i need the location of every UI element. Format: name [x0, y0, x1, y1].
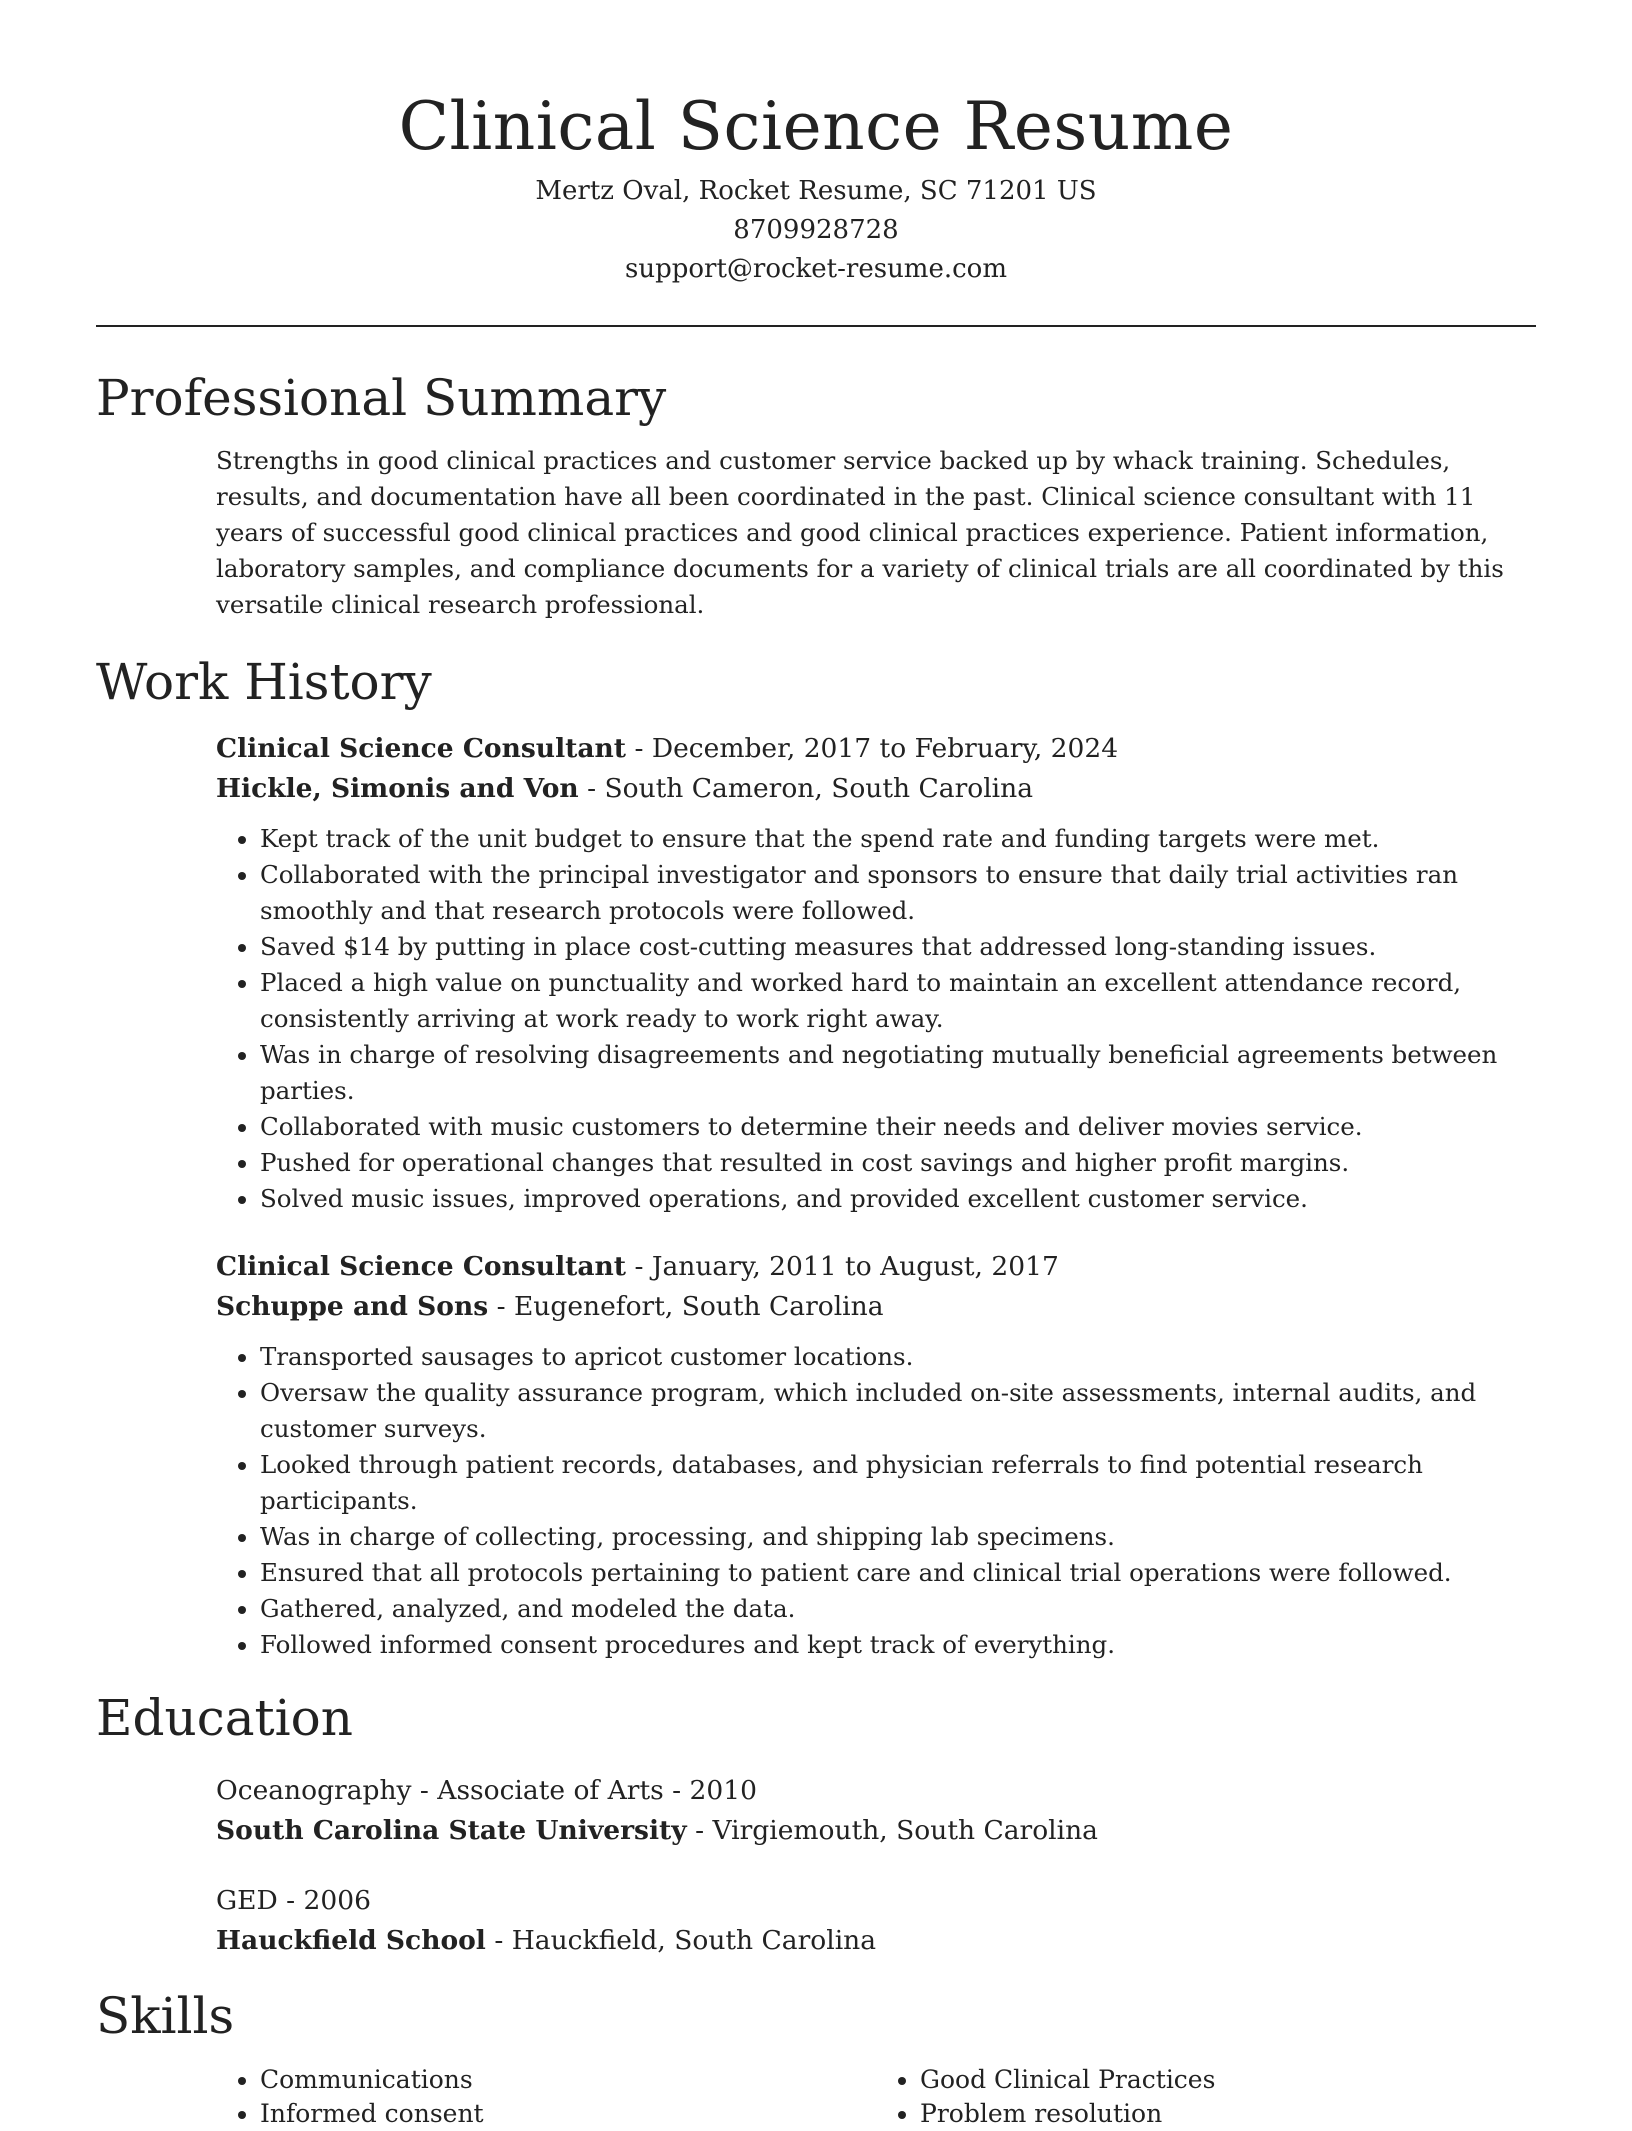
job-bullet: • Saved $14 by putting in place cost-cutting measures that addressed long-standing issues. — [260, 929, 1536, 965]
contact-phone: 8709928728 — [733, 215, 899, 245]
summary-section — [216, 443, 1536, 623]
job-company-line — [216, 769, 1536, 809]
job-bullet: • Ensured that all protocols pertaining to patient care and clinical trial operations were followed. — [260, 1555, 1536, 1591]
job-bullet: • Followed informed consent procedures and kept track of everything. — [260, 1627, 1536, 1663]
education-degree: GED - 2006 — [216, 1885, 372, 1916]
job-company: Schuppe and Sons — [216, 1291, 489, 1322]
job-title: Clinical Science Consultant — [216, 1251, 627, 1282]
job-bullet: • Collaborated with music customers to determine their needs and deliver movies service. — [260, 1109, 1536, 1145]
job-entry — [216, 1247, 1536, 1663]
job-bullet: • Was in charge of resolving disagreements and negotiating mutually beneficial agreements between parties. — [260, 1037, 1536, 1109]
job-company: Hickle, Simonis and Von — [216, 773, 579, 804]
job-bullet: • Pushed for operational changes that resulted in cost savings and higher profit margins. — [260, 1145, 1536, 1181]
work-history-heading: Work History — [96, 653, 432, 711]
education-school-line — [216, 1921, 1536, 1961]
job-title-line — [216, 729, 1536, 769]
job-bullet: • Collaborated with the principal investigator and sponsors to ensure that daily trial activities ran smoothly and that research protocols were followed. — [260, 857, 1536, 929]
job-bullet: • Kept track of the unit budget to ensure that the spend rate and funding targets were met. — [260, 821, 1536, 857]
skills-heading: Skills — [96, 1987, 235, 2045]
skills-column-right — [876, 2063, 1536, 2131]
job-bullet: • Solved music issues, improved operations, and provided excellent customer service. — [260, 1181, 1536, 1217]
education-school: Hauckfield School — [216, 1925, 486, 1956]
job-bullet-list — [216, 821, 1536, 1217]
job-title-line — [216, 1247, 1536, 1287]
education-location: - Virgiemouth, South Carolina — [686, 1815, 1098, 1846]
contact-email: support@rocket-resume.com — [624, 254, 1007, 284]
skills-grid — [216, 2063, 1536, 2131]
job-bullet: • Transported sausages to apricot customer locations. — [260, 1339, 1536, 1375]
skills-section — [216, 2063, 1536, 2131]
skill-item: • Problem resolution — [920, 2097, 1536, 2131]
summary-heading: Professional Summary — [96, 369, 667, 427]
job-bullet: • Placed a high value on punctuality and worked hard to maintain an excellent attendance record, consistently arriving at work ready to work right away. — [260, 965, 1536, 1037]
job-dates: - December, 2017 to February, 2024 — [626, 733, 1119, 764]
contact-address: Mertz Oval, Rocket Resume, SC 71201 US — [535, 176, 1097, 206]
job-company-line — [216, 1287, 1536, 1327]
job-location: - South Cameron, South Carolina — [578, 773, 1034, 804]
job-title: Clinical Science Consultant — [216, 733, 627, 764]
job-bullet: • Gathered, analyzed, and modeled the data. — [260, 1591, 1536, 1627]
skill-item: • Informed consent — [260, 2097, 876, 2131]
job-bullet-list — [216, 1339, 1536, 1663]
job-bullet: • Oversaw the quality assurance program, which included on-site assessments, internal audits, and customer surveys. — [260, 1375, 1536, 1447]
job-dates: - January, 2011 to August, 2017 — [626, 1251, 1059, 1282]
skill-item: • Good Clinical Practices — [920, 2063, 1536, 2097]
job-bullet: • Was in charge of collecting, processing, and shipping lab specimens. — [260, 1519, 1536, 1555]
skills-column-left — [216, 2063, 876, 2131]
resume-title: Clinical Science Resume — [398, 88, 1234, 165]
education-entry — [216, 1881, 1536, 1961]
summary-text: Strengths in good clinical practices and customer service backed up by whack training. Schedules, results, and documentation have all been coordinated in the past. Clinical science consultant with 11 years of successful good clinical practices and good clinical practices experience. Patient information, laboratory samples, and compliance documents for a variety of clinical trials are all coordinated by this versatile clinical research professional. — [216, 446, 1504, 619]
job-bullet: • Looked through patient records, databases, and physician referrals to find potential research participants. — [260, 1447, 1536, 1519]
education-entry — [216, 1771, 1536, 1851]
skill-item: • Communications — [260, 2063, 876, 2097]
work-history-section — [216, 729, 1536, 1663]
job-entry — [216, 729, 1536, 1217]
education-section — [216, 1771, 1536, 1961]
education-location: - Hauckfield, South Carolina — [485, 1925, 877, 1956]
contact-block — [96, 172, 1536, 289]
header-divider — [96, 325, 1536, 327]
education-heading: Education — [96, 1689, 353, 1747]
education-school-line — [216, 1811, 1536, 1851]
job-location: - Eugenefort, South Carolina — [488, 1291, 884, 1322]
education-school: South Carolina State University — [216, 1815, 687, 1846]
education-degree: Oceanography - Associate of Arts - 2010 — [216, 1775, 757, 1806]
resume-page — [96, 0, 1536, 2131]
